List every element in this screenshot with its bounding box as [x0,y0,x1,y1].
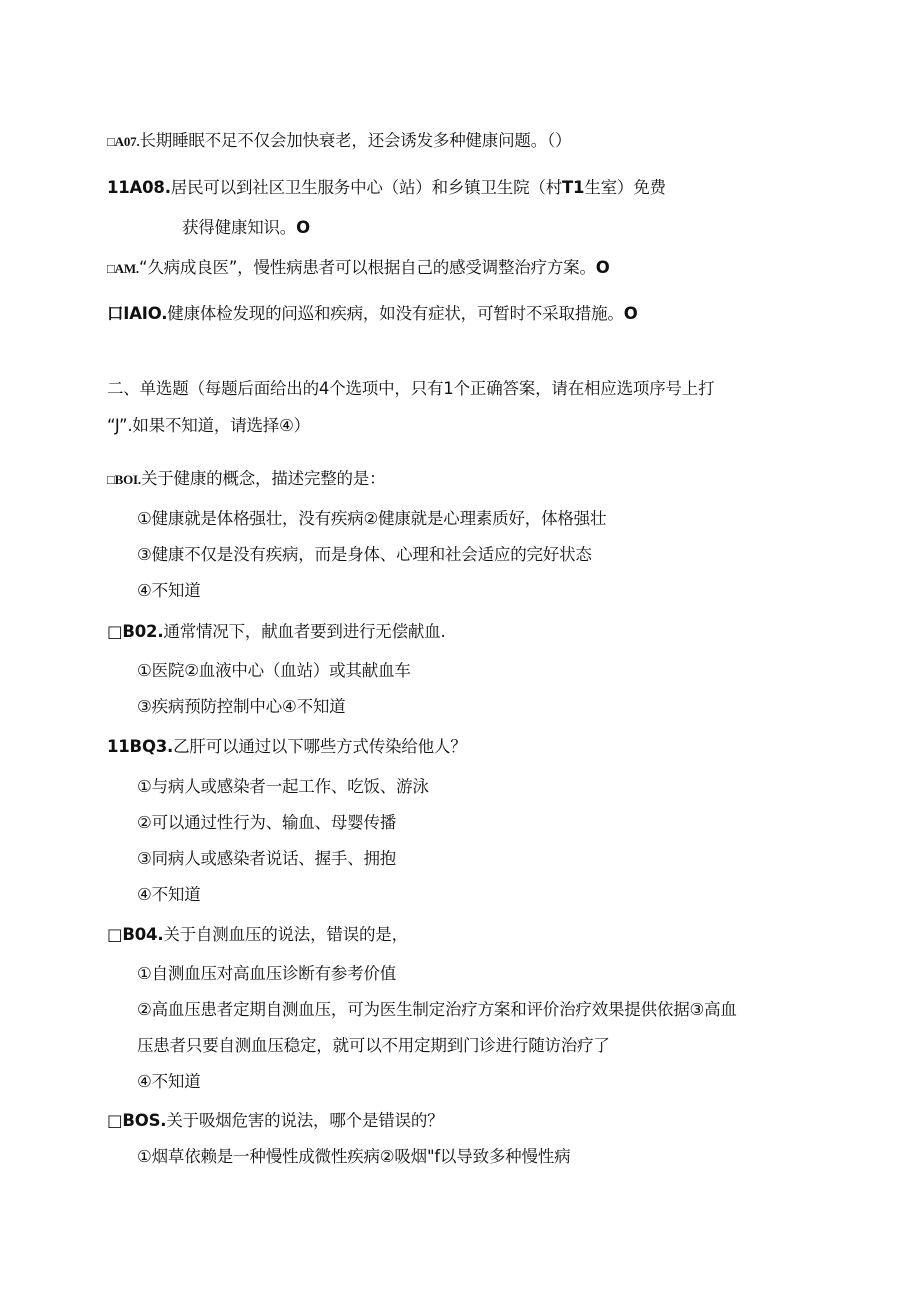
answer-mark: O [296,218,310,237]
question-stem: 关于健康的概念，描述完整的是： [140,469,386,488]
question-number: □BOS. [107,1111,167,1130]
question-number: □B02. [107,622,164,641]
section-heading-continued [107,414,310,438]
option-line: ①与病人或感染者一起工作、吃饭、游泳 [137,777,429,796]
option-line: ④不知道 [137,1072,201,1091]
tf-item-a08 [107,176,666,200]
option-line: ①医院②血液中心（血站）或其献血车 [137,661,411,680]
question-number: □B04. [107,925,164,944]
option-line: ④不知道 [137,581,201,600]
item-text-continued: 生室）免费 [584,178,666,197]
item-text: 长期睡眠不足不仅会加快衰老，还会诱发多种健康问题。（） [139,131,572,150]
answer-mark: O [595,258,610,277]
option-line: 压患者只要自测血压稳定，就可以不用定期到门诊进行随访治疗了 [137,1036,610,1055]
item-number: □A07. [107,134,140,149]
item-text: 健康体检发现的问巡和疾病，如没有症状，可暂时不采取措施。 [167,304,624,323]
question-b04 [107,923,408,947]
question-stem: 乙肝可以通过以下哪些方式传染给他人？ [173,737,467,756]
item-text-bold: T1 [561,178,585,197]
question-number: 11BQ3. [107,737,174,756]
item-number: □AM. [107,261,139,276]
question-stem: 关于吸烟危害的说法，哪个是错误的？ [166,1111,444,1130]
question-b01 [107,467,385,492]
question-stem: 通常情况下，献血者要到进行无偿献血. [163,622,446,641]
section-heading [107,377,714,401]
tf-item-a10 [107,302,638,326]
item-number: 口IAIO. [107,304,168,323]
option-line: ④不知道 [137,885,201,904]
option-line: ①自测血压对高血压诊断有参考价值 [137,964,397,983]
section-heading-line2: “J”.如果不知道，请选择④） [107,416,310,435]
option-line: ③同病人或感染者说话、握手、拥抱 [137,849,397,868]
item-text: “久病成良医”，慢性病患者可以根据自己的感受调整治疗方案。 [138,258,596,277]
tf-item-a07 [107,129,571,154]
tf-item-a09 [107,256,610,281]
section-heading-line1: 二、单选题（每题后面给出的4个选项中，只有1个正确答案，请在相应选项序号上打 [107,379,715,398]
option-line: ②高血压患者定期自测血压，可为医生制定治疗方案和评价治疗效果提供依据③高血 [137,1000,737,1019]
item-text: 居民可以到社区卫生服务中心（站）和乡镇卫生院（村 [170,178,562,197]
option-line: ③疾病预防控制中心④不知道 [137,697,346,716]
item-text: 获得健康知识。 [182,218,297,237]
answer-mark: O [623,304,638,323]
question-b03 [107,735,467,759]
option-line: ②可以通过性行为、输血、母婴传播 [137,813,397,832]
question-b02 [107,620,446,644]
question-stem: 关于自测血压的说法，错误的是， [163,925,408,944]
question-b05 [107,1109,443,1133]
question-number: □BOI. [107,472,141,487]
item-number: 11A08. [107,178,171,197]
option-line: ①烟草依赖是一种慢性成微性疾病②吸烟"f以导致多种慢性病 [137,1147,571,1166]
option-line: ①健康就是体格强壮，没有疾病②健康就是心理素质好，体格强壮 [137,509,607,528]
tf-item-a08-continuation [182,216,310,240]
option-line: ③健康不仅是没有疾病，而是身体、心理和社会适应的完好状态 [137,545,592,564]
